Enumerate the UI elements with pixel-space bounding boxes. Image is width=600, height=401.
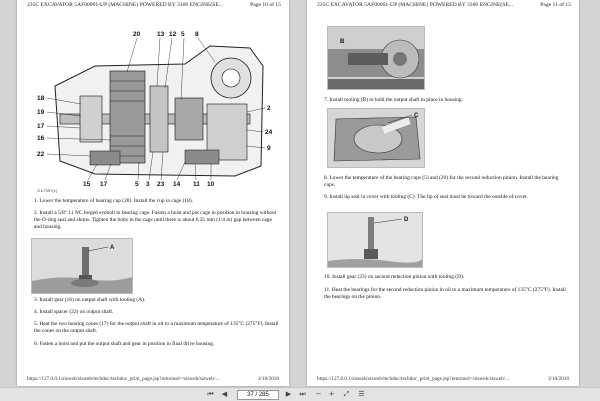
tooling-a-photo [31, 238, 133, 294]
footer-date: 3/10/2018 [547, 376, 569, 382]
page-footer [317, 376, 573, 384]
zoom-in-icon[interactable]: + [328, 390, 335, 398]
callout-15: 15 [83, 181, 91, 188]
page-number-input[interactable] [237, 390, 279, 400]
step-10: 10. Install gear (23) on second reduction pinion with tooling (D). [324, 274, 465, 280]
callout-8: 8 [195, 31, 199, 38]
step-3: 3. Install gear (16) on output shaft with tooling (A). [34, 297, 146, 303]
callout-10: 10 [207, 181, 215, 188]
figure-id: G1/7097(1) [37, 188, 58, 193]
page-footer [27, 376, 283, 384]
step-4: 4. Install spacer (22) on output shaft. [34, 309, 114, 315]
callout-5-bottom: 5 [135, 181, 139, 188]
callout-16: 16 [37, 135, 45, 142]
callout-23: 23 [157, 181, 165, 188]
tooling-b-photo [327, 26, 425, 90]
header-page-number: Page 10 of 15 [250, 2, 281, 8]
callout-3: 3 [146, 181, 150, 188]
step-7: 7. Install tooling (B) to hold the output shaft in place in housing. [324, 97, 463, 103]
step-8: 8. Lower the temperature of the bearing cups (5) and (20) for the second reduction pinion. Install the bearing cups. [324, 175, 559, 188]
step-1: 1. Lower the temperature of bearing cup (20). Install the cup in cage (18). [34, 198, 193, 204]
callout-5: 5 [181, 31, 185, 38]
zoom-out-icon[interactable]: − [315, 390, 322, 398]
step-11: 11. Heat the bearings for the second reduction pinion in oil to a maximum temperature of 135°C (275°F). Install the bearings on the pinion. [324, 287, 566, 300]
callout-14: 14 [173, 181, 181, 188]
viewer-toolbar [0, 387, 600, 401]
final-drive-cross-section-diagram [35, 26, 275, 194]
step-5: 5. Heat the two bearing cones (17) for the output shaft in oil to a maximum temperature of 135°C (275°F). Install the cones on the output shaft. [34, 321, 279, 334]
header-title: 235C EXCAVATOR 5AF00001-UP (MACHINE) POWERED BY 3306 ENGINE(SE... [27, 2, 223, 8]
document-page-left [17, 0, 289, 386]
callout-18: 18 [37, 95, 45, 102]
fit-page-icon[interactable]: ⤢ [343, 390, 350, 398]
footer-date: 3/10/2018 [257, 376, 279, 382]
callout-12: 12 [169, 31, 177, 38]
document-page-right [307, 0, 579, 386]
tooling-c-photo [327, 108, 425, 168]
footer-url: https://127.0.0.1/sisweb/sisweb/techdoc/techdoc_print_page.jsp?returnurl=/sisweb/sisweb/... [27, 376, 220, 382]
step-9: 9. Install lip seal in cover with tooling (C). The lip of seal must be toward the outside of cover. [324, 194, 528, 200]
callout-2: 2 [267, 105, 271, 112]
callout-22: 22 [37, 151, 45, 158]
tooling-d-photo [327, 212, 423, 268]
callout-24: 24 [265, 129, 273, 136]
tooling-b-label: B [340, 39, 345, 45]
header-page-number: Page 11 of 15 [540, 2, 571, 8]
header-title: 235C EXCAVATOR 5AF00001-UP (MACHINE) POWERED BY 3306 ENGINE(SE... [317, 2, 513, 8]
callout-20: 20 [133, 31, 141, 38]
first-page-icon[interactable]: ⏮ [207, 390, 214, 398]
callout-17: 17 [37, 123, 45, 130]
callout-17-bottom: 17 [100, 181, 108, 188]
callout-19: 19 [37, 109, 45, 116]
step-6: 6. Fasten a hoist and put the output shaft and gear in position in final drive housing. [34, 341, 215, 347]
callout-11: 11 [193, 181, 200, 188]
tooling-c-label: C [414, 113, 419, 119]
menu-icon[interactable]: ☰ [358, 390, 365, 398]
last-page-icon[interactable]: ⏭ [299, 390, 306, 398]
page-header [317, 2, 573, 11]
step-2: 2. Install a 5/8".11 NC forged eyebolt in bearing cage. Fasten a hoist and put cage in position in housing without the O-ring seal and shims. Tighten the bolts in the cage until there is about 6.35 mm (1/4 in) gap between cage and housing. [34, 210, 277, 230]
callout-9: 9 [267, 145, 271, 152]
tooling-d-label: D [404, 217, 409, 223]
tooling-a-label: A [110, 245, 115, 251]
callout-13: 13 [157, 31, 165, 38]
page-header [27, 2, 283, 11]
next-page-icon[interactable]: ▶ [285, 390, 292, 398]
previous-page-icon[interactable]: ◀ [221, 390, 228, 398]
footer-url: https://127.0.0.1/sisweb/sisweb/techdoc/techdoc_print_page.jsp?returnurl=/sisweb/sisweb/... [317, 376, 510, 382]
